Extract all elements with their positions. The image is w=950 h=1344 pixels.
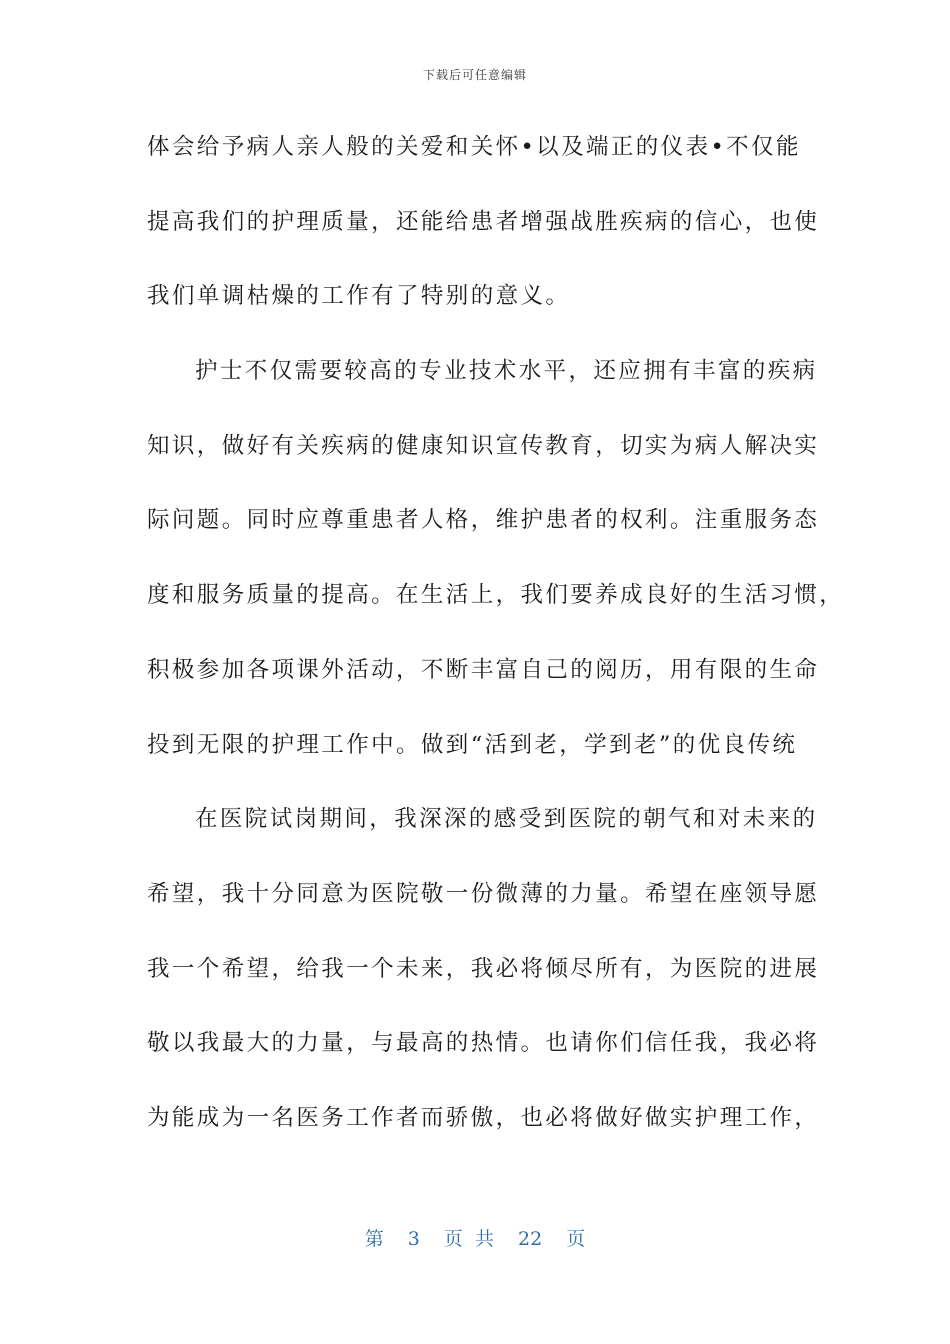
text-line: 知识，做好有关疾病的健康知识宣传教育，切实为病人解决实: [147, 432, 820, 459]
text-line: 希望，我十分同意为医院敬一份微薄的力量。希望在座领导愿: [147, 880, 820, 907]
current-page-number: 3: [407, 1228, 420, 1250]
footer-middle: 页 共: [443, 1228, 494, 1250]
text-line: 度和服务质量的提高。在生活上，我们要养成良好的生活习惯，: [147, 582, 845, 609]
text-line: 提高我们的护理质量，还能给患者增强战胜疾病的信心，也使: [147, 208, 820, 235]
paragraph-start-line: 在医院试岗期间，我深深的感受到医院的朝气和对未来的: [195, 806, 818, 833]
paragraph-start-line: 护士不仅需要较高的专业技术水平，还应拥有丰富的疾病: [195, 358, 818, 385]
text-line: 体会给予病人亲人般的关爱和关怀•以及端正的仪表•不仅能: [147, 134, 801, 160]
text-line: 我一个希望，给我一个未来，我必将倾尽所有，为医院的进展: [147, 955, 820, 982]
text-line: 际问题。同时应尊重患者人格，维护患者的权利。注重服务态: [147, 507, 820, 534]
document-body: [147, 110, 845, 1156]
text-line: 敬以我最大的力量，与最高的热情。也请你们信任我，我必将: [147, 1030, 820, 1057]
text-line: 投到无限的护理工作中。做到“活到老，学到老”的优良传统: [147, 731, 798, 758]
footer-prefix: 第: [364, 1228, 384, 1250]
footer-suffix: 页: [566, 1228, 586, 1250]
page-header: 下载后可任意编辑: [422, 68, 527, 82]
text-line: 我们单调枯燥的工作有了特别的意义。: [147, 283, 571, 310]
text-line: 为能成为一名医务工作者而骄傲，也必将做好做实护理工作，: [147, 1104, 820, 1131]
total-page-count: 22: [518, 1228, 543, 1250]
page-footer: [0, 1224, 950, 1251]
text-line: 积极参加各项课外活动，不断丰富自己的阅历，用有限的生命: [147, 656, 820, 683]
